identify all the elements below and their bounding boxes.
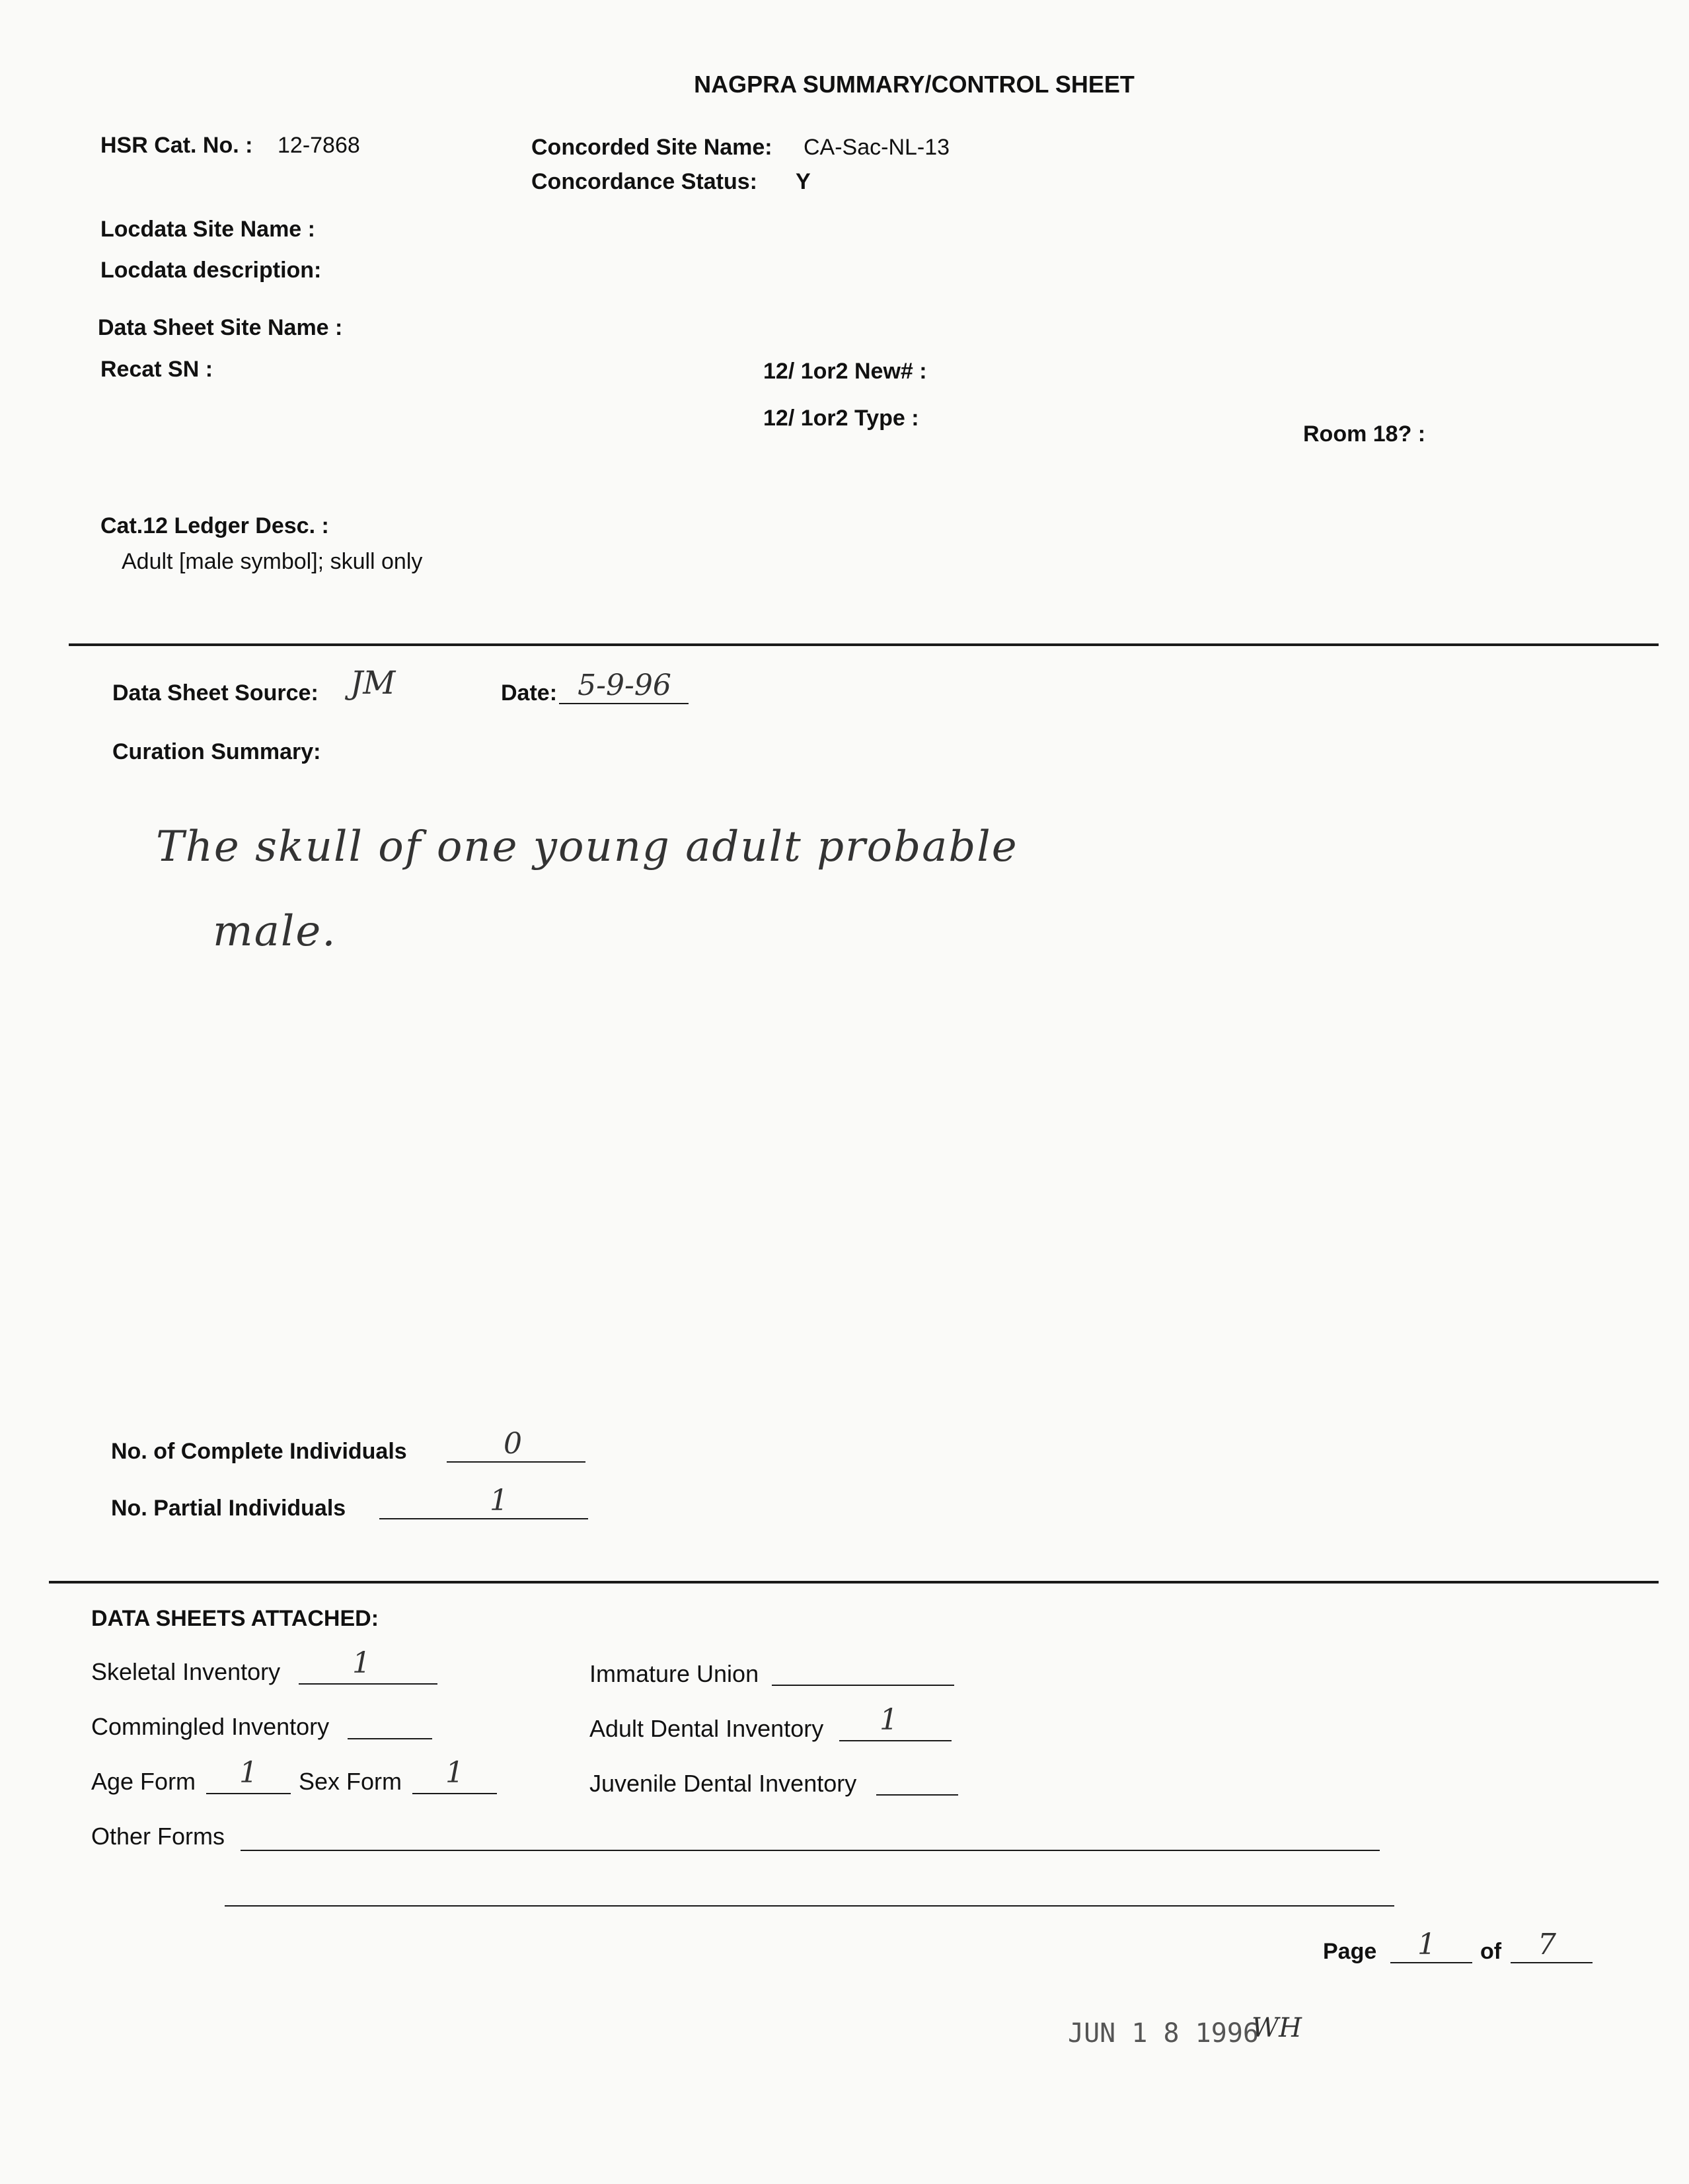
skeletal-inventory-line <box>299 1683 437 1685</box>
concorded-site-value: CA-Sac-NL-13 <box>804 135 950 160</box>
other-forms-line-1 <box>241 1850 1380 1851</box>
commingled-inventory-label: Commingled Inventory <box>91 1713 330 1740</box>
locdata-site-label: Locdata Site Name : <box>100 217 315 242</box>
complete-individuals-value: 0 <box>504 1427 522 1461</box>
new-number-label: 12/ 1or2 New# : <box>763 359 927 384</box>
adult-dental-inventory-line <box>839 1740 952 1741</box>
sex-form-label: Sex Form <box>299 1768 402 1795</box>
page-label: Page <box>1323 1939 1377 1964</box>
of-value: 7 <box>1538 1928 1556 1961</box>
type-label: 12/ 1or2 Type : <box>763 406 919 431</box>
locdata-description-label: Locdata description: <box>100 258 322 283</box>
concordance-status-value: Y <box>796 169 811 194</box>
ledger-desc-label: Cat.12 Ledger Desc. : <box>100 513 329 538</box>
received-date-stamp: JUN 1 8 1996 <box>1068 2018 1259 2049</box>
immature-union-line <box>772 1685 954 1686</box>
data-sheet-source-label: Data Sheet Source: <box>112 680 319 706</box>
skeletal-inventory-value: 1 <box>352 1646 371 1680</box>
of-line <box>1511 1962 1593 1963</box>
commingled-inventory-line <box>348 1738 432 1739</box>
immature-union-label: Immature Union <box>589 1660 759 1687</box>
juvenile-dental-inventory-line <box>876 1794 958 1796</box>
data-sheet-site-label: Data Sheet Site Name : <box>98 315 343 340</box>
curation-summary-label: Curation Summary: <box>112 739 321 764</box>
age-form-value: 1 <box>239 1756 258 1790</box>
other-forms-label: Other Forms <box>91 1823 225 1850</box>
age-form-line <box>206 1793 291 1794</box>
date-value: 5-9-96 <box>578 669 671 702</box>
stamp-initials: WH <box>1252 2013 1302 2043</box>
concordance-status-label: Concordance Status: <box>531 169 757 194</box>
adult-dental-inventory-label: Adult Dental Inventory <box>589 1715 824 1742</box>
hsr-cat-label: HSR Cat. No. : <box>100 133 253 158</box>
page-line <box>1390 1962 1472 1963</box>
curation-summary-line-2: male. <box>213 907 337 956</box>
partial-individuals-line <box>379 1518 588 1519</box>
form-title: NAGPRA SUMMARY/CONTROL SHEET <box>694 71 1135 98</box>
age-form-label: Age Form <box>91 1768 196 1795</box>
partial-individuals-value: 1 <box>490 1484 508 1517</box>
sex-form-line <box>412 1793 497 1794</box>
complete-individuals-line <box>447 1461 585 1463</box>
page-value: 1 <box>1417 1928 1436 1961</box>
complete-individuals-label: No. of Complete Individuals <box>111 1439 407 1464</box>
recat-sn-label: Recat SN : <box>100 357 213 382</box>
skeletal-inventory-label: Skeletal Inventory <box>91 1658 281 1685</box>
date-label: Date: <box>501 680 558 706</box>
adult-dental-inventory-value: 1 <box>880 1703 898 1737</box>
juvenile-dental-inventory-label: Juvenile Dental Inventory <box>589 1770 857 1797</box>
sex-form-value: 1 <box>445 1756 464 1790</box>
of-label: of <box>1480 1939 1502 1964</box>
hsr-cat-value: 12-7868 <box>278 133 360 158</box>
concorded-site-label: Concorded Site Name: <box>531 135 772 160</box>
data-sheet-source-initials: JM <box>350 665 396 702</box>
section-divider-top <box>69 643 1659 646</box>
partial-individuals-label: No. Partial Individuals <box>111 1496 346 1521</box>
other-forms-line-2 <box>225 1905 1394 1907</box>
section-divider-bottom <box>49 1581 1659 1583</box>
room-18-label: Room 18? : <box>1303 421 1426 447</box>
ledger-desc-value: Adult [male symbol]; skull only <box>122 549 423 574</box>
date-line <box>559 703 689 704</box>
curation-summary-line-1: The skull of one young adult probable <box>156 822 1018 871</box>
data-sheets-attached-heading: DATA SHEETS ATTACHED: <box>91 1606 379 1631</box>
